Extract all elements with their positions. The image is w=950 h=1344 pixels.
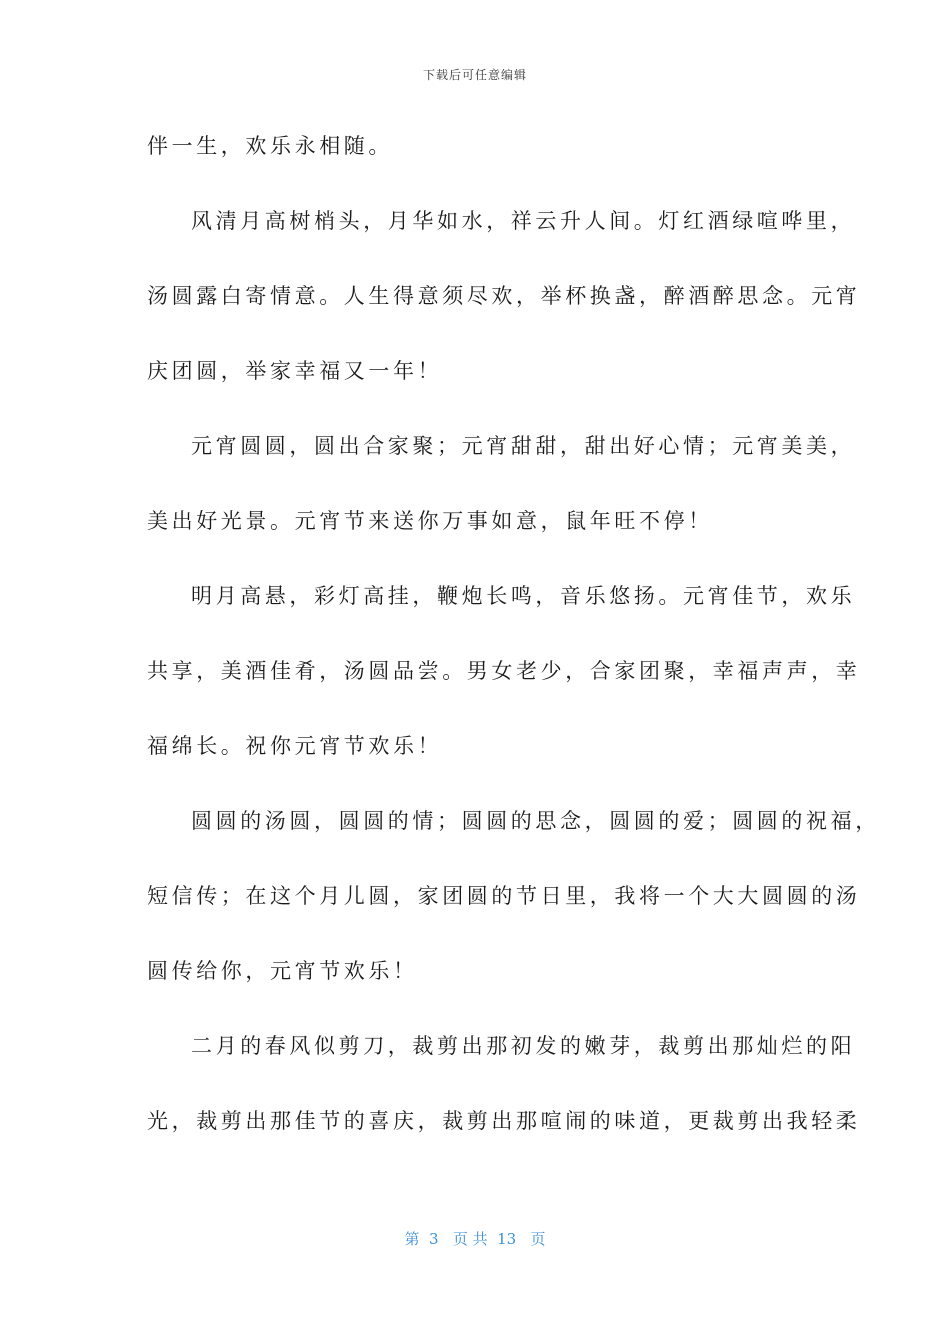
- text-line: 庆团圆，举家幸福又一年！: [147, 359, 443, 383]
- text-line: 明月高悬，彩灯高挂，鞭炮长鸣，音乐悠扬。元宵佳节，欢乐: [191, 584, 856, 608]
- text-line: 美出好光景。元宵节来送你万事如意，鼠年旺不停！: [147, 509, 713, 533]
- text-line: 二月的春风似剪刀，裁剪出那初发的嫩芽，裁剪出那灿烂的阳: [191, 1034, 856, 1058]
- text-line: 元宵圆圆，圆出合家聚；元宵甜甜，甜出好心情；元宵美美，: [191, 434, 856, 458]
- text-line: 光，裁剪出那佳节的喜庆，裁剪出那喧闹的味道，更裁剪出我轻柔: [147, 1109, 861, 1133]
- page-number-footer: 第 3 页 共 13 页: [404, 1230, 546, 1248]
- text-line: 圆传给你，元宵节欢乐！: [147, 959, 418, 983]
- page-header: 下载后可任意编辑: [422, 68, 527, 82]
- text-line: 福绵长。祝你元宵节欢乐！: [147, 734, 443, 758]
- text-line: 共享，美酒佳肴，汤圆品尝。男女老少，合家团聚，幸福声声，幸: [147, 659, 861, 683]
- text-line: 汤圆露白寄情意。人生得意须尽欢，举杯换盏，醉酒醉思念。元宵: [147, 284, 861, 308]
- text-line: 圆圆的汤圆，圆圆的情；圆圆的思念，圆圆的爱；圆圆的祝福，: [191, 809, 880, 833]
- text-line: 伴一生，欢乐永相随。: [147, 134, 393, 158]
- text-line: 短信传；在这个月儿圆，家团圆的节日里，我将一个大大圆圆的汤: [147, 884, 861, 908]
- text-line: 风清月高树梢头，月华如水，祥云升人间。灯红酒绿喧哗里，: [191, 209, 856, 233]
- document-body: [147, 123, 880, 1173]
